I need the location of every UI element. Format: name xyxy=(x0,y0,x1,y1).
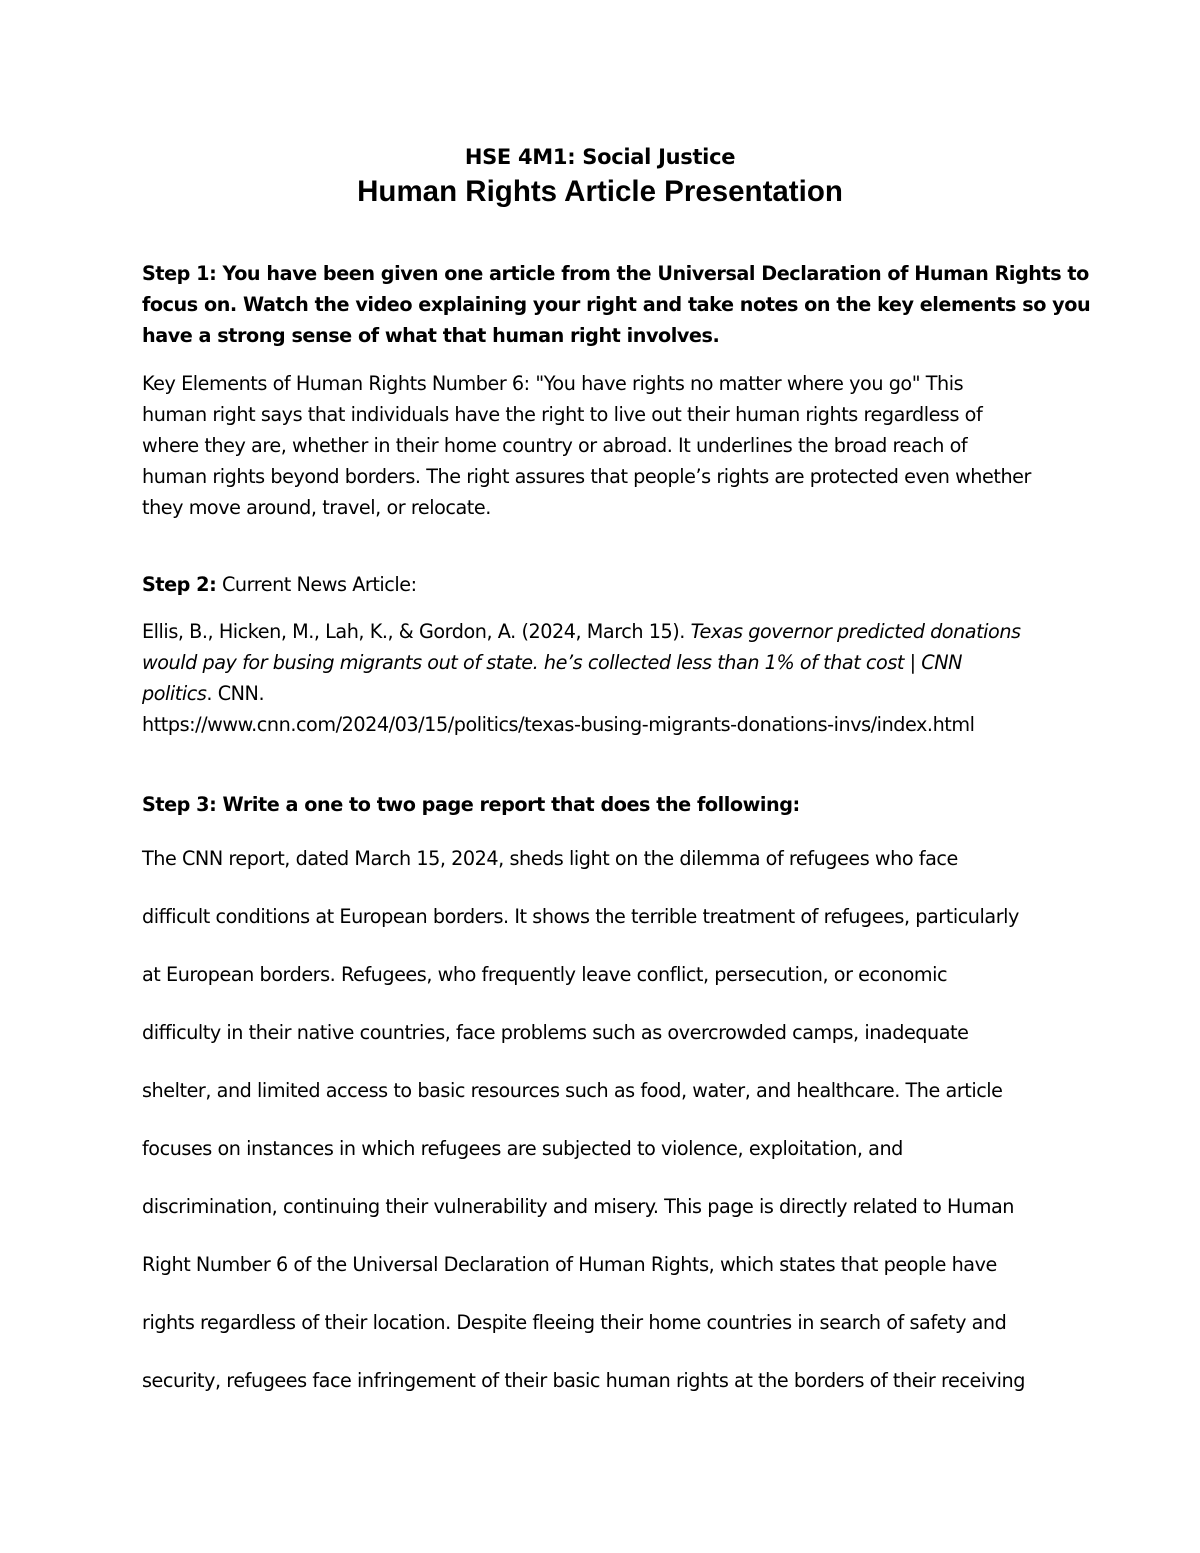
report-line: at European borders. Refugees, who frequently leave conflict, persecution, or economic xyxy=(142,963,948,986)
report-line: difficulty in their native countries, face problems such as overcrowded camps, inadequate xyxy=(142,1021,969,1044)
key-elements-line: they move around, travel, or relocate. xyxy=(142,496,491,519)
step3-heading xyxy=(142,789,1072,820)
step2-label: Step 2: xyxy=(142,573,217,596)
key-elements-line: human rights beyond borders. The right assures that people’s rights are protected even whether xyxy=(142,465,1031,488)
report-paragraph xyxy=(142,843,1072,1423)
step2-text: Current News Article: xyxy=(216,573,417,596)
key-elements-paragraph xyxy=(142,368,1072,523)
citation-url: https://www.cnn.com/2024/03/15/politics/texas-busing-migrants-donations-invs/index.html xyxy=(142,713,975,736)
document-title: Human Rights Article Presentation xyxy=(357,175,843,208)
report-line: rights regardless of their location. Despite fleeing their home countries in search of safety and xyxy=(142,1311,1007,1334)
step2-heading xyxy=(142,569,1072,600)
report-line: shelter, and limited access to basic resources such as food, water, and healthcare. The article xyxy=(142,1079,1003,1102)
report-line: focuses on instances in which refugees are subjected to violence, exploitation, and xyxy=(142,1137,903,1160)
citation-source: . CNN. xyxy=(206,682,265,705)
report-line: Right Number 6 of the Universal Declaration of Human Rights, which states that people have xyxy=(142,1253,997,1276)
step3-heading-text: Step 3: Write a one to two page report that does the following: xyxy=(142,793,800,816)
key-elements-line: where they are, whether in their home country or abroad. It underlines the broad reach of xyxy=(142,434,968,457)
key-elements-line: human right says that individuals have the right to live out their human rights regardless of xyxy=(142,403,983,426)
news-citation xyxy=(142,616,1072,740)
course-code: HSE 4M1: Social Justice xyxy=(464,145,736,169)
citation-authors: Ellis, B., Hicken, M., Lah, K., & Gordon, A. (2024, March 15). xyxy=(142,620,691,643)
step1-line: focus on. Watch the video explaining your right and take notes on the key elements so you xyxy=(142,293,1091,316)
citation-title: politics xyxy=(142,682,207,705)
report-line: discrimination, continuing their vulnerability and misery. This page is directly related to Human xyxy=(142,1195,1014,1218)
key-elements-line: Key Elements of Human Rights Number 6: "You have rights no matter where you go" This xyxy=(142,372,964,395)
citation-title: Texas governor predicted donations xyxy=(690,620,1021,643)
step1-line: Step 1: You have been given one article from the Universal Declaration of Human Rights to xyxy=(142,262,1089,285)
report-line: security, refugees face infringement of their basic human rights at the borders of their receiving xyxy=(142,1369,1025,1392)
step1-line: have a strong sense of what that human right involves. xyxy=(142,324,720,347)
report-line: The CNN report, dated March 15, 2024, sheds light on the dilemma of refugees who face xyxy=(142,847,958,870)
step1-instructions xyxy=(142,258,1091,351)
report-line: difficult conditions at European borders. It shows the terrible treatment of refugees, particularly xyxy=(142,905,1019,928)
citation-title: would pay for busing migrants out of state. he’s collected less than 1% of that cost | CNN xyxy=(142,651,963,674)
